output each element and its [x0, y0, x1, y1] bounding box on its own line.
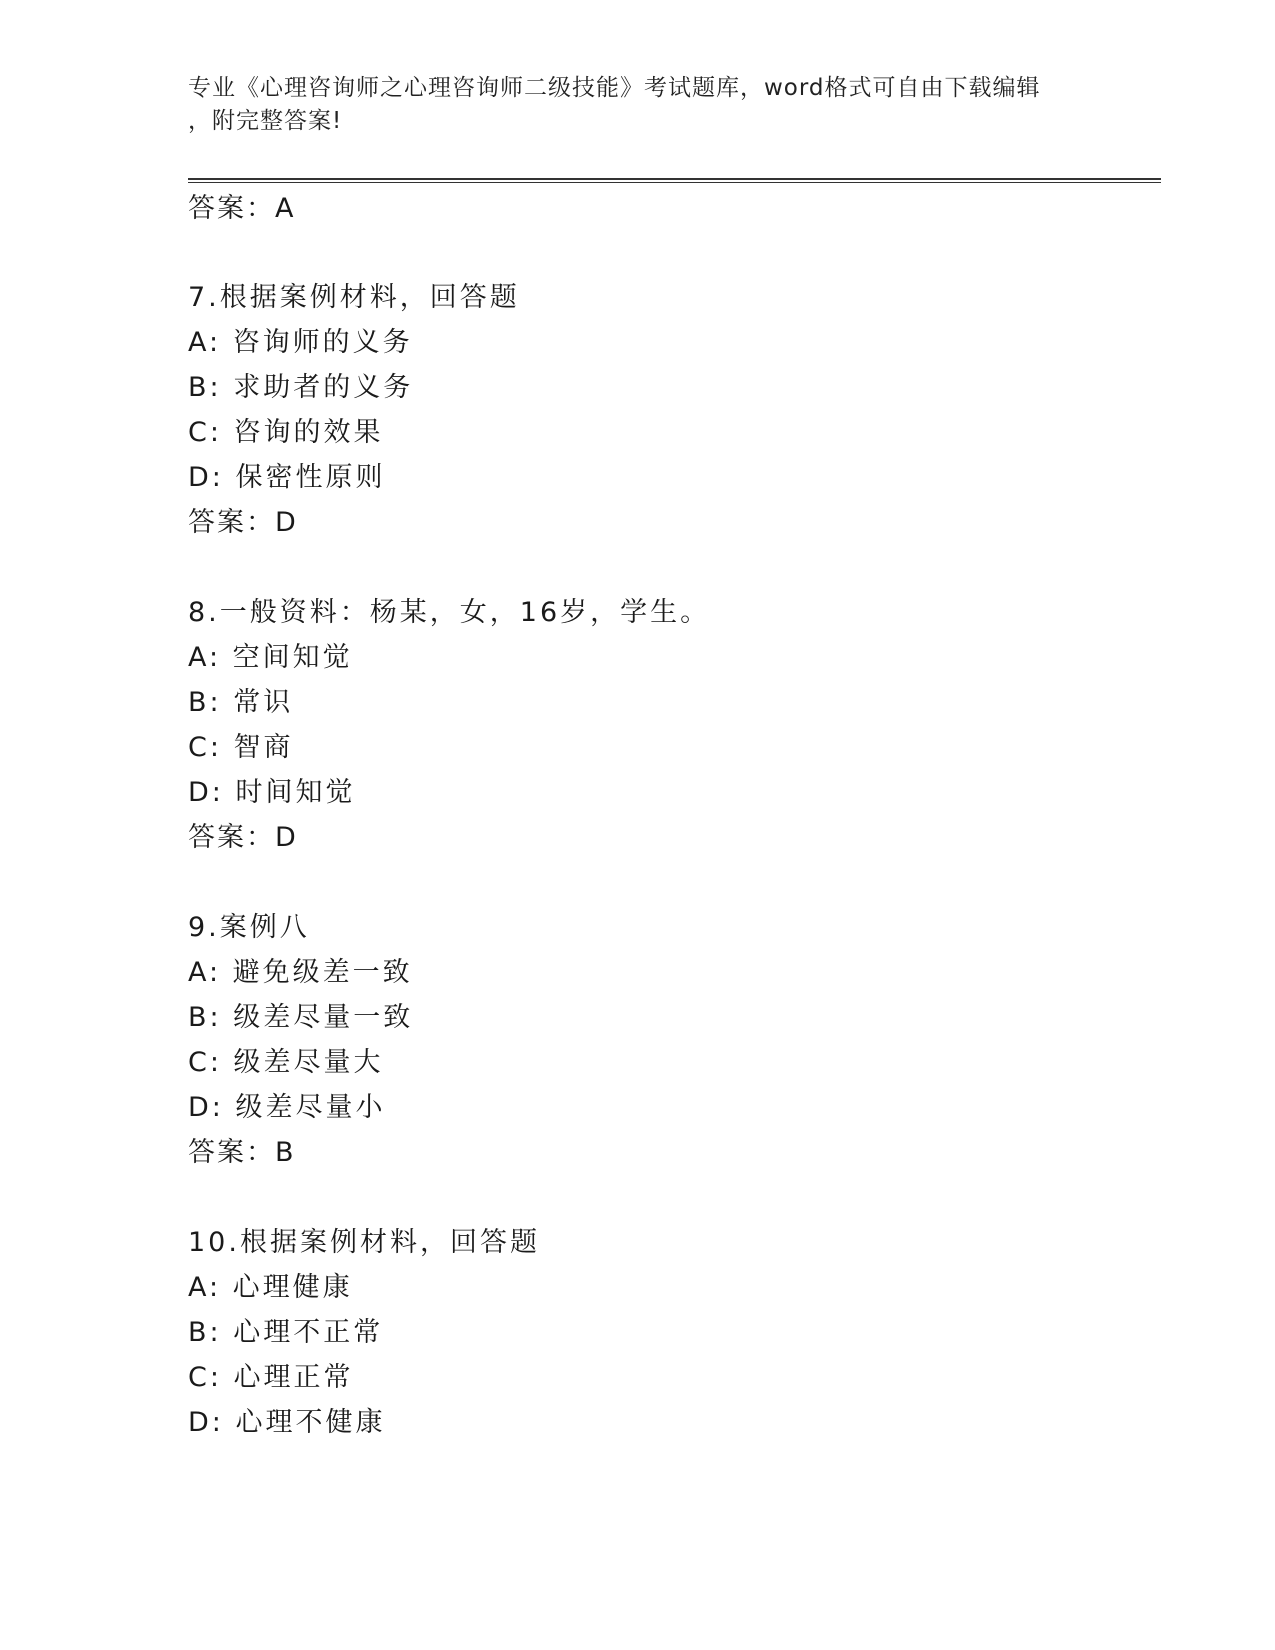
question-7-option-a: A: 咨询师的义务: [188, 327, 413, 358]
question-7-stem: 7.根据案例材料，回答题: [188, 282, 520, 313]
question-10-option-b: B: 心理不正常: [188, 1317, 384, 1348]
question-10-option-a: A: 心理健康: [188, 1272, 353, 1303]
question-8-stem: 8.一般资料：杨某，女，16岁，学生。: [188, 597, 711, 628]
question-9-option-a: A: 避免级差一致: [188, 957, 413, 988]
question-7-option-b: B: 求助者的义务: [188, 372, 414, 403]
question-9-answer: 答案：B: [188, 1137, 296, 1168]
question-10-stem: 10.根据案例材料，回答题: [188, 1227, 540, 1258]
question-8-option-a: A: 空间知觉: [188, 642, 353, 673]
answer-previous: 答案：A: [188, 193, 296, 224]
question-8-option-c: C: 智商: [188, 732, 294, 763]
header-line-1: 专业《心理咨询师之心理咨询师二级技能》考试题库，word格式可自由下载编辑: [188, 75, 1041, 101]
question-7-option-d: D: 保密性原则: [188, 462, 386, 493]
question-9-option-d: D: 级差尽量小: [188, 1092, 386, 1123]
question-8-answer: 答案：D: [188, 822, 298, 853]
question-7-option-c: C: 咨询的效果: [188, 417, 384, 448]
question-8-option-b: B: 常识: [188, 687, 294, 718]
question-9-stem: 9.案例八: [188, 912, 310, 943]
header-divider: [188, 178, 1161, 183]
question-8-option-d: D: 时间知觉: [188, 777, 356, 808]
document-header: [188, 72, 1088, 138]
question-7-answer: 答案：D: [188, 507, 298, 538]
question-10-option-d: D: 心理不健康: [188, 1407, 386, 1438]
question-9-option-b: B: 级差尽量一致: [188, 1002, 414, 1033]
question-10-option-c: C: 心理正常: [188, 1362, 354, 1393]
question-9-option-c: C: 级差尽量大: [188, 1047, 384, 1078]
header-line-2: ，附完整答案!: [188, 108, 343, 134]
